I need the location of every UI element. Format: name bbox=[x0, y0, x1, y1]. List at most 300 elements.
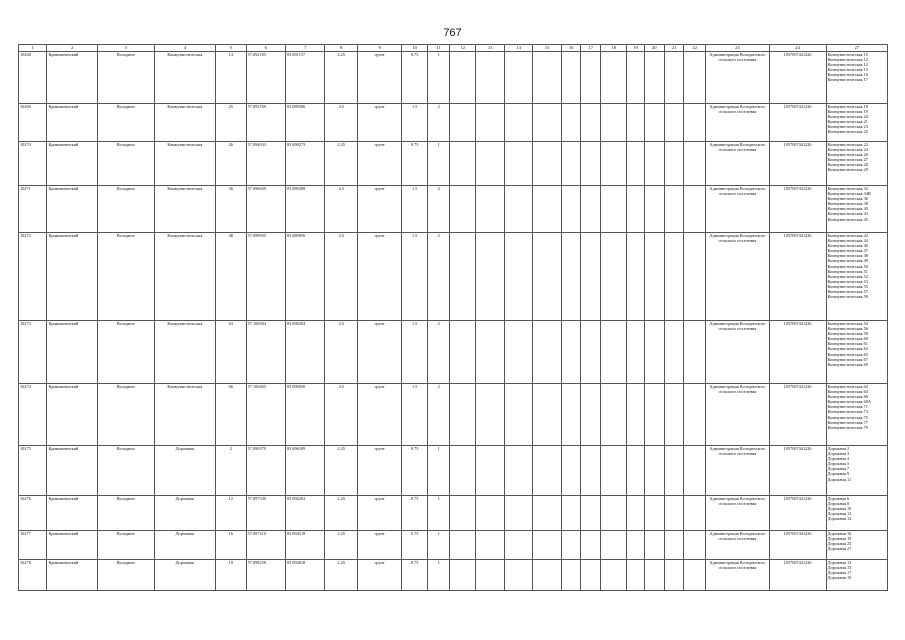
cell-street: Дорожная bbox=[154, 531, 215, 560]
column-number: 12 bbox=[450, 45, 476, 52]
cell-house: 63 bbox=[215, 321, 246, 384]
cell-empty bbox=[581, 321, 601, 384]
column-number: 23 bbox=[706, 45, 769, 52]
cell-count: 2 bbox=[428, 233, 450, 321]
cell-owner: Администрация Володинского сельского поселения bbox=[706, 496, 769, 531]
cell-surface: грунт bbox=[358, 496, 402, 531]
cell-empty bbox=[601, 384, 627, 446]
address-line: Коммунистическая 28 bbox=[827, 162, 868, 168]
column-number: 7 bbox=[286, 45, 325, 52]
cell-district: Кривошеинский bbox=[47, 384, 97, 446]
cell-id: 10271 bbox=[19, 186, 47, 233]
cell-street: Коммунистическая bbox=[154, 142, 215, 186]
cell-empty bbox=[644, 233, 664, 321]
cell-street: Дорожная bbox=[154, 560, 215, 591]
cell-addresses bbox=[826, 531, 887, 560]
cell-surface: грунт bbox=[358, 142, 402, 186]
cell-empty bbox=[644, 531, 664, 560]
address-line: Коммунистическая 34В bbox=[827, 191, 871, 197]
cell-empty bbox=[533, 384, 561, 446]
cell-empty bbox=[627, 496, 645, 531]
cell-empty bbox=[450, 104, 476, 142]
cell-longitude: 83.890204 bbox=[286, 321, 325, 384]
cell-empty bbox=[684, 321, 706, 384]
cell-count: 1 bbox=[428, 496, 450, 531]
cell-empty bbox=[450, 384, 476, 446]
cell-empty bbox=[664, 496, 684, 531]
address-line: Дорожная 14 bbox=[827, 516, 852, 522]
cell-count: 2 bbox=[428, 186, 450, 233]
cell-volume: 0.75 bbox=[402, 52, 428, 104]
cell-settlement: Володино bbox=[97, 531, 154, 560]
cell-empty bbox=[601, 186, 627, 233]
address-line: Коммунистическая 63 bbox=[827, 346, 868, 352]
cell-empty bbox=[476, 142, 504, 186]
cell-empty bbox=[644, 52, 664, 104]
cell-empty bbox=[581, 186, 601, 233]
cell-volume: 0.75 bbox=[402, 142, 428, 186]
address-line: Коммунистическая 36 bbox=[827, 196, 868, 202]
cell-empty bbox=[504, 321, 532, 384]
cell-ogrn: 1057007441226 bbox=[769, 384, 826, 446]
cell-empty bbox=[476, 104, 504, 142]
cell-empty bbox=[601, 560, 627, 591]
cell-empty bbox=[601, 233, 627, 321]
address-line: Коммунистическая 75 bbox=[827, 414, 868, 420]
cell-empty bbox=[684, 496, 706, 531]
cell-empty bbox=[476, 233, 504, 321]
cell-surface: грунт bbox=[358, 233, 402, 321]
cell-empty bbox=[601, 321, 627, 384]
cell-house: 16 bbox=[215, 531, 246, 560]
cell-empty bbox=[450, 52, 476, 104]
cell-volume: 0.75 bbox=[402, 446, 428, 496]
cell-street: Дорожная bbox=[154, 446, 215, 496]
cell-empty bbox=[664, 321, 684, 384]
cell-count: 1 bbox=[428, 446, 450, 496]
register-table bbox=[18, 44, 888, 591]
cell-volume: 1.5 bbox=[402, 321, 428, 384]
cell-empty bbox=[533, 142, 561, 186]
cell-empty bbox=[476, 52, 504, 104]
cell-settlement: Володино bbox=[97, 233, 154, 321]
cell-empty bbox=[561, 321, 581, 384]
cell-street: Дорожная bbox=[154, 496, 215, 531]
cell-area: 4.5 bbox=[325, 321, 358, 384]
address-line: Коммунистическая 12 bbox=[827, 57, 868, 63]
cell-district: Кривошеинский bbox=[47, 104, 97, 142]
address-line: Коммунистическая 56 bbox=[827, 326, 868, 332]
cell-empty bbox=[476, 321, 504, 384]
cell-latitude: 57.100405 bbox=[246, 384, 285, 446]
cell-count: 1 bbox=[428, 560, 450, 591]
cell-longitude: 83.890030 bbox=[286, 384, 325, 446]
address-line: Дорожная 19 bbox=[827, 575, 852, 581]
cell-empty bbox=[684, 52, 706, 104]
table-row bbox=[19, 142, 888, 186]
cell-id: 10276 bbox=[19, 496, 47, 531]
cell-empty bbox=[644, 496, 664, 531]
cell-empty bbox=[504, 560, 532, 591]
cell-empty bbox=[450, 496, 476, 531]
cell-empty bbox=[561, 531, 581, 560]
cell-addresses bbox=[826, 446, 887, 496]
address-line: Дорожная 4 bbox=[827, 456, 850, 462]
cell-empty bbox=[664, 560, 684, 591]
cell-empty bbox=[601, 52, 627, 104]
address-line: Коммунистическая 48 bbox=[827, 253, 868, 259]
cell-count: 2 bbox=[428, 321, 450, 384]
cell-count: 2 bbox=[428, 384, 450, 446]
cell-empty bbox=[644, 142, 664, 186]
cell-longitude: 83.890273 bbox=[286, 142, 325, 186]
address-line: Коммунистическая 18 bbox=[827, 104, 868, 109]
cell-empty bbox=[684, 104, 706, 142]
cell-surface: грунт bbox=[358, 531, 402, 560]
cell-addresses bbox=[826, 496, 887, 531]
cell-addresses bbox=[826, 142, 887, 186]
column-number: 8 bbox=[325, 45, 358, 52]
address-line: Коммунистическая 21 bbox=[827, 119, 868, 125]
address-line: Коммунистическая 15 bbox=[827, 67, 868, 73]
cell-owner: Администрация Володинского сельского поселения bbox=[706, 233, 769, 321]
table-row bbox=[19, 104, 888, 142]
cell-house: 25 bbox=[215, 104, 246, 142]
cell-empty bbox=[684, 142, 706, 186]
cell-empty bbox=[476, 186, 504, 233]
cell-empty bbox=[581, 560, 601, 591]
cell-empty bbox=[504, 104, 532, 142]
column-number: 13 bbox=[476, 45, 504, 52]
cell-empty bbox=[644, 186, 664, 233]
address-line: Коммунистическая 68А bbox=[827, 399, 871, 405]
cell-street: Коммунистическая bbox=[154, 233, 215, 321]
cell-empty bbox=[684, 560, 706, 591]
address-line: Коммунистическая 60 bbox=[827, 336, 868, 342]
cell-empty bbox=[644, 384, 664, 446]
cell-house: 2 bbox=[215, 446, 246, 496]
address-line: Коммунистическая 51 bbox=[827, 268, 868, 274]
cell-addresses bbox=[826, 321, 887, 384]
table-row bbox=[19, 384, 888, 446]
address-line: Дорожная 16 bbox=[827, 531, 852, 536]
cell-empty bbox=[533, 446, 561, 496]
address-line: Коммунистическая 59 bbox=[827, 294, 868, 300]
cell-settlement: Володино bbox=[97, 384, 154, 446]
cell-owner: Администрация Володинского сельского поселения bbox=[706, 142, 769, 186]
cell-street: Коммунистическая bbox=[154, 52, 215, 104]
address-line: Коммунистическая 52 bbox=[827, 273, 868, 279]
cell-surface: грунт bbox=[358, 560, 402, 591]
cell-volume: 0.75 bbox=[402, 560, 428, 591]
column-number: 17 bbox=[581, 45, 601, 52]
cell-house: 19 bbox=[215, 560, 246, 591]
address-line: Коммунистическая 29 bbox=[827, 167, 868, 173]
cell-addresses bbox=[826, 104, 887, 142]
cell-id: 10275 bbox=[19, 446, 47, 496]
address-line: Дорожная 8 bbox=[827, 501, 850, 507]
cell-latitude: 57.090279 bbox=[246, 446, 285, 496]
cell-ogrn: 1057007441226 bbox=[769, 560, 826, 591]
cell-empty bbox=[684, 531, 706, 560]
cell-empty bbox=[627, 384, 645, 446]
cell-empty bbox=[627, 321, 645, 384]
cell-latitude: 57.094033 bbox=[246, 142, 285, 186]
cell-empty bbox=[533, 186, 561, 233]
cell-volume: 1.5 bbox=[402, 186, 428, 233]
cell-surface: грунт bbox=[358, 321, 402, 384]
cell-id: 10268 bbox=[19, 52, 47, 104]
address-line: Коммунистическая 66 bbox=[827, 394, 868, 400]
cell-district: Кривошеинский bbox=[47, 496, 97, 531]
column-number: 9 bbox=[358, 45, 402, 52]
column-number: 22 bbox=[684, 45, 706, 52]
address-line: Коммунистическая 61 bbox=[827, 341, 868, 347]
cell-empty bbox=[664, 142, 684, 186]
address-line: Коммунистическая 43 bbox=[827, 211, 868, 217]
cell-latitude: 57.100944 bbox=[246, 321, 285, 384]
cell-empty bbox=[533, 233, 561, 321]
cell-empty bbox=[644, 104, 664, 142]
table-row bbox=[19, 186, 888, 233]
cell-empty bbox=[561, 446, 581, 496]
address-line: Коммунистическая 65 bbox=[827, 351, 868, 357]
cell-ogrn: 1057007441226 bbox=[769, 531, 826, 560]
column-number: 3 bbox=[97, 45, 154, 52]
cell-house: 66 bbox=[215, 384, 246, 446]
table-row bbox=[19, 496, 888, 531]
address-line: Коммунистическая 45 bbox=[827, 216, 868, 222]
address-line: Коммунистическая 54 bbox=[827, 321, 868, 326]
cell-empty bbox=[504, 142, 532, 186]
cell-surface: грунт bbox=[358, 384, 402, 446]
address-line: Коммунистическая 32 bbox=[827, 186, 868, 191]
cell-volume: 1.5 bbox=[402, 233, 428, 321]
address-line: Коммунистическая 69 bbox=[827, 361, 868, 367]
cell-id: 10269 bbox=[19, 104, 47, 142]
cell-empty bbox=[450, 446, 476, 496]
address-line: Дорожная 25 bbox=[827, 541, 852, 547]
address-line: Коммунистическая 22 bbox=[827, 142, 868, 147]
cell-empty bbox=[627, 142, 645, 186]
cell-settlement: Володино bbox=[97, 52, 154, 104]
cell-empty bbox=[601, 496, 627, 531]
cell-empty bbox=[504, 186, 532, 233]
column-number: 6 bbox=[246, 45, 285, 52]
cell-ogrn: 1057007441226 bbox=[769, 186, 826, 233]
cell-house: 26 bbox=[215, 142, 246, 186]
address-line: Коммунистическая 25 bbox=[827, 129, 868, 135]
address-line: Коммунистическая 50 bbox=[827, 263, 868, 269]
table-row bbox=[19, 560, 888, 591]
cell-empty bbox=[476, 496, 504, 531]
cell-id: 10277 bbox=[19, 531, 47, 560]
cell-empty bbox=[627, 186, 645, 233]
cell-addresses bbox=[826, 560, 887, 591]
cell-empty bbox=[581, 104, 601, 142]
cell-empty bbox=[504, 384, 532, 446]
address-line: Дорожная 27 bbox=[827, 546, 852, 552]
cell-addresses bbox=[826, 52, 887, 104]
cell-owner: Администрация Володинского сельского поселения bbox=[706, 560, 769, 591]
address-line: Коммунистическая 64 bbox=[827, 389, 868, 395]
cell-settlement: Володино bbox=[97, 446, 154, 496]
cell-longitude: 83.896189 bbox=[286, 446, 325, 496]
cell-empty bbox=[561, 560, 581, 591]
address-line: Дорожная 10 bbox=[827, 506, 852, 512]
cell-empty bbox=[476, 560, 504, 591]
cell-empty bbox=[561, 52, 581, 104]
cell-empty bbox=[561, 496, 581, 531]
cell-volume: 0.75 bbox=[402, 496, 428, 531]
cell-settlement: Володино bbox=[97, 321, 154, 384]
address-line: Коммунистическая 14 bbox=[827, 62, 868, 68]
cell-owner: Администрация Володинского сельского поселения bbox=[706, 52, 769, 104]
address-line: Дорожная 2 bbox=[827, 446, 850, 451]
cell-area: 2.25 bbox=[325, 446, 358, 496]
cell-longitude: 83.889288 bbox=[286, 186, 325, 233]
address-line: Дорожная 18 bbox=[827, 536, 852, 542]
cell-empty bbox=[561, 233, 581, 321]
cell-empty bbox=[504, 52, 532, 104]
table-row bbox=[19, 531, 888, 560]
cell-owner: Администрация Володинского сельского поселения bbox=[706, 531, 769, 560]
cell-district: Кривошеинский bbox=[47, 233, 97, 321]
address-line: Дорожная 12 bbox=[827, 511, 852, 517]
cell-street: Коммунистическая bbox=[154, 104, 215, 142]
column-number: 10 bbox=[402, 45, 428, 52]
cell-addresses bbox=[826, 233, 887, 321]
cell-empty bbox=[644, 446, 664, 496]
address-line: Дорожная 9 bbox=[827, 471, 850, 477]
column-number: 4 bbox=[154, 45, 215, 52]
cell-empty bbox=[533, 52, 561, 104]
cell-street: Коммунистическая bbox=[154, 321, 215, 384]
cell-empty bbox=[664, 52, 684, 104]
cell-empty bbox=[533, 496, 561, 531]
cell-empty bbox=[627, 233, 645, 321]
address-line: Коммунистическая 49 bbox=[827, 258, 868, 264]
address-line: Дорожная 11 bbox=[827, 476, 852, 482]
cell-empty bbox=[450, 186, 476, 233]
cell-empty bbox=[581, 233, 601, 321]
cell-empty bbox=[644, 560, 664, 591]
cell-empty bbox=[627, 104, 645, 142]
cell-addresses bbox=[826, 186, 887, 233]
cell-longitude: 83.894818 bbox=[286, 560, 325, 591]
cell-empty bbox=[601, 142, 627, 186]
cell-empty bbox=[664, 104, 684, 142]
cell-longitude: 83.891157 bbox=[286, 52, 325, 104]
cell-house: 14 bbox=[215, 52, 246, 104]
address-line: Коммунистическая 71 bbox=[827, 404, 868, 410]
cell-empty bbox=[476, 531, 504, 560]
cell-area: 2.25 bbox=[325, 142, 358, 186]
cell-empty bbox=[581, 52, 601, 104]
column-number: 27 bbox=[826, 45, 887, 52]
table-row bbox=[19, 446, 888, 496]
cell-street: Коммунистическая bbox=[154, 186, 215, 233]
cell-empty bbox=[561, 384, 581, 446]
address-line: Коммунистическая 55 bbox=[827, 283, 868, 289]
column-number: 2 bbox=[47, 45, 97, 52]
cell-empty bbox=[504, 531, 532, 560]
column-number: 1 bbox=[19, 45, 47, 52]
cell-empty bbox=[533, 531, 561, 560]
address-line: Коммунистическая 26 bbox=[827, 152, 868, 158]
cell-empty bbox=[561, 104, 581, 142]
cell-owner: Администрация Володинского сельского поселения bbox=[706, 104, 769, 142]
address-line: Коммунистическая 79 bbox=[827, 424, 868, 430]
cell-id: 10273 bbox=[19, 321, 47, 384]
cell-surface: грунт bbox=[358, 52, 402, 104]
column-number: 16 bbox=[561, 45, 581, 52]
address-line: Коммунистическая 62 bbox=[827, 384, 868, 389]
cell-empty bbox=[684, 384, 706, 446]
cell-count: 1 bbox=[428, 531, 450, 560]
column-number: 21 bbox=[664, 45, 684, 52]
cell-owner: Администрация Володинского сельского поселения bbox=[706, 186, 769, 233]
cell-id: 10278 bbox=[19, 560, 47, 591]
cell-longitude: 83.889056 bbox=[286, 233, 325, 321]
address-line: Дорожная 17 bbox=[827, 570, 852, 576]
address-line: Дорожная 6 bbox=[827, 496, 850, 501]
cell-empty bbox=[581, 496, 601, 531]
cell-volume: 1.5 bbox=[402, 384, 428, 446]
cell-empty bbox=[450, 142, 476, 186]
table-row bbox=[19, 52, 888, 104]
address-line: Коммунистическая 46 bbox=[827, 243, 868, 249]
cell-empty bbox=[581, 142, 601, 186]
cell-settlement: Володино bbox=[97, 186, 154, 233]
cell-settlement: Володино bbox=[97, 104, 154, 142]
address-line: Коммунистическая 67 bbox=[827, 356, 868, 362]
cell-empty bbox=[581, 531, 601, 560]
cell-empty bbox=[664, 233, 684, 321]
cell-empty bbox=[476, 384, 504, 446]
cell-district: Кривошеинский bbox=[47, 52, 97, 104]
cell-settlement: Володино bbox=[97, 496, 154, 531]
column-number: 15 bbox=[533, 45, 561, 52]
address-line: Коммунистическая 24 bbox=[827, 147, 868, 153]
address-line: Коммунистическая 58 bbox=[827, 331, 868, 337]
cell-ogrn: 1057007441226 bbox=[769, 142, 826, 186]
column-number: 14 bbox=[504, 45, 532, 52]
cell-empty bbox=[664, 186, 684, 233]
cell-district: Кривошеинский bbox=[47, 142, 97, 186]
cell-latitude: 57.092185 bbox=[246, 52, 285, 104]
cell-latitude: 57.093769 bbox=[246, 104, 285, 142]
cell-owner: Администрация Володинского сельского поселения bbox=[706, 384, 769, 446]
cell-ogrn: 1057007441226 bbox=[769, 446, 826, 496]
cell-empty bbox=[627, 560, 645, 591]
cell-empty bbox=[476, 446, 504, 496]
address-line: Коммунистическая 57 bbox=[827, 289, 868, 295]
cell-surface: грунт bbox=[358, 104, 402, 142]
address-line: Коммунистическая 10 bbox=[827, 52, 868, 57]
address-line: Коммунистическая 77 bbox=[827, 419, 868, 425]
cell-empty bbox=[581, 384, 601, 446]
column-number: 11 bbox=[428, 45, 450, 52]
address-line: Коммунистическая 20 bbox=[827, 114, 868, 120]
address-line: Коммунистическая 53 bbox=[827, 278, 868, 284]
address-line: Дорожная 3 bbox=[827, 451, 850, 457]
cell-empty bbox=[533, 321, 561, 384]
address-line: Коммунистическая 19 bbox=[827, 109, 868, 115]
cell-empty bbox=[533, 104, 561, 142]
cell-empty bbox=[627, 531, 645, 560]
cell-empty bbox=[533, 560, 561, 591]
